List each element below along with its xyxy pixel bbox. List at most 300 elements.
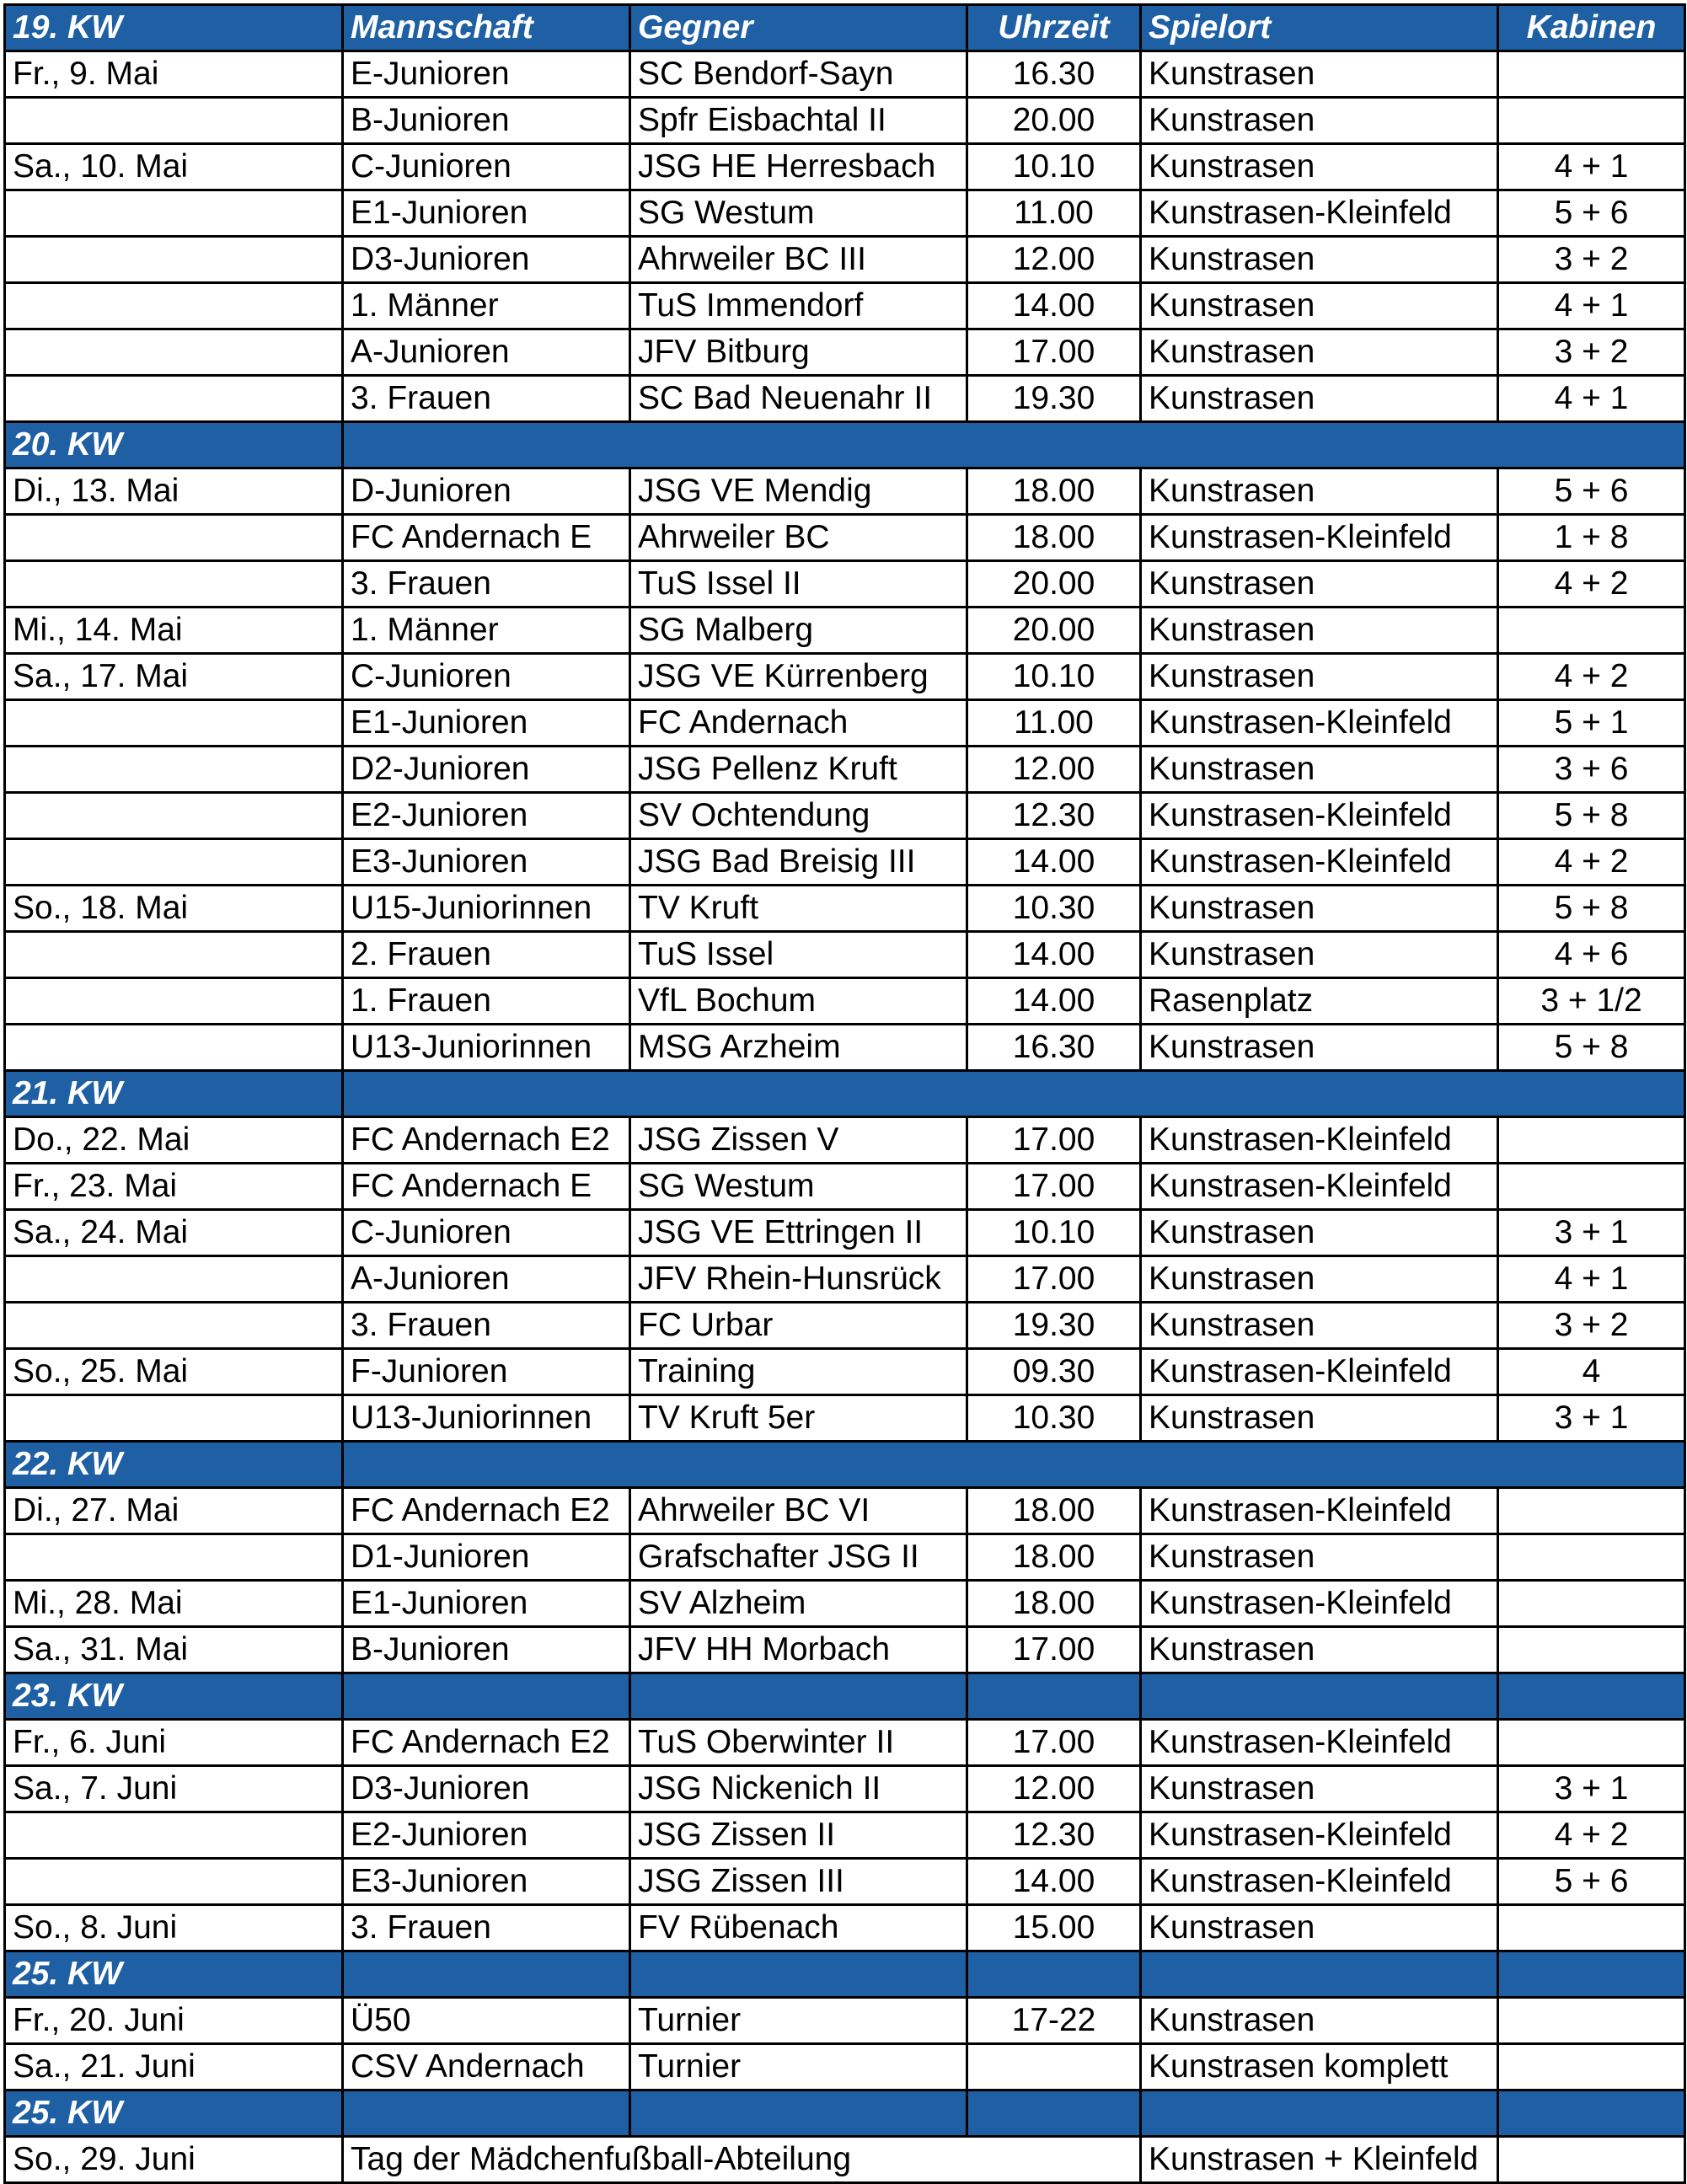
table-row	[5, 1766, 1685, 1812]
week-cell	[967, 1951, 1141, 1998]
cabins-cell: 4 + 1	[1498, 1256, 1685, 1303]
time-cell: 18.00	[967, 1488, 1141, 1534]
table-row	[5, 839, 1685, 886]
table-row	[5, 1581, 1685, 1627]
week-header-row	[5, 2090, 1685, 2137]
time-cell: 10.10	[967, 1210, 1141, 1256]
team-cell: 3. Frauen	[343, 376, 630, 422]
week-cell	[630, 2090, 967, 2137]
week-cell	[967, 2090, 1141, 2137]
time-cell: 18.00	[967, 515, 1141, 561]
team-cell: 3. Frauen	[343, 1905, 630, 1951]
time-cell: 18.00	[967, 1534, 1141, 1581]
table-row	[5, 1488, 1685, 1534]
venue-cell: Kunstrasen	[1141, 1303, 1498, 1349]
venue-cell: Kunstrasen	[1141, 886, 1498, 932]
opponent-cell: SG Westum	[630, 190, 967, 237]
time-cell: 19.30	[967, 1303, 1141, 1349]
cabins-cell	[1498, 98, 1685, 144]
team-cell: E2-Junioren	[343, 1812, 630, 1859]
team-cell: A-Junioren	[343, 329, 630, 376]
table-row	[5, 144, 1685, 190]
time-cell: 14.00	[967, 978, 1141, 1025]
opponent-cell: JSG VE Mendig	[630, 468, 967, 515]
team-cell: E-Junioren	[343, 51, 630, 98]
date-cell	[5, 283, 343, 329]
date-cell	[5, 932, 343, 978]
venue-cell: Kunstrasen-Kleinfeld	[1141, 700, 1498, 747]
date-cell	[5, 329, 343, 376]
cabins-cell: 3 + 2	[1498, 329, 1685, 376]
cabins-cell	[1498, 1581, 1685, 1627]
header-venue: Spielort	[1141, 5, 1498, 51]
table-row	[5, 1720, 1685, 1766]
time-cell: 14.00	[967, 839, 1141, 886]
cabins-cell: 5 + 8	[1498, 886, 1685, 932]
date-cell	[5, 1025, 343, 1071]
opponent-cell: TuS Immendorf	[630, 283, 967, 329]
team-cell: U13-Juniorinnen	[343, 1395, 630, 1442]
team-cell: C-Junioren	[343, 654, 630, 700]
team-cell: E3-Junioren	[343, 1859, 630, 1905]
date-cell	[5, 1812, 343, 1859]
opponent-cell: JSG VE Kürrenberg	[630, 654, 967, 700]
date-cell: So., 18. Mai	[5, 886, 343, 932]
venue-cell: Kunstrasen	[1141, 283, 1498, 329]
opponent-cell: FV Rübenach	[630, 1905, 967, 1951]
venue-cell: Kunstrasen	[1141, 468, 1498, 515]
opponent-cell: JSG VE Ettringen II	[630, 1210, 967, 1256]
venue-cell: Kunstrasen	[1141, 376, 1498, 422]
table-row	[5, 283, 1685, 329]
table-row	[5, 1117, 1685, 1164]
time-cell: 14.00	[967, 1859, 1141, 1905]
date-cell: Sa., 7. Juni	[5, 1766, 343, 1812]
cabins-cell: 5 + 8	[1498, 1025, 1685, 1071]
cabins-cell: 3 + 1	[1498, 1210, 1685, 1256]
date-cell: So., 8. Juni	[5, 1905, 343, 1951]
date-cell	[5, 190, 343, 237]
date-cell	[5, 1534, 343, 1581]
cabins-cell: 5 + 8	[1498, 793, 1685, 839]
cabins-cell: 4	[1498, 1349, 1685, 1395]
date-cell: Sa., 24. Mai	[5, 1210, 343, 1256]
time-cell: 17.00	[967, 1627, 1141, 1673]
week-header-row	[5, 1673, 1685, 1720]
cabins-cell: 3 + 6	[1498, 747, 1685, 793]
table-row	[5, 1998, 1685, 2044]
cabins-cell	[1498, 1164, 1685, 1210]
cabins-cell: 4 + 2	[1498, 1812, 1685, 1859]
date-cell	[5, 839, 343, 886]
time-cell: 10.30	[967, 1395, 1141, 1442]
venue-cell: Kunstrasen-Kleinfeld	[1141, 793, 1498, 839]
opponent-cell: Training	[630, 1349, 967, 1395]
venue-cell: Kunstrasen	[1141, 144, 1498, 190]
week-cell	[343, 2090, 630, 2137]
header-opponent: Gegner	[630, 5, 967, 51]
table-row	[5, 932, 1685, 978]
venue-cell: Kunstrasen	[1141, 747, 1498, 793]
time-cell: 16.30	[967, 1025, 1141, 1071]
week-cell	[1141, 2090, 1498, 2137]
team-cell: Ü50	[343, 1998, 630, 2044]
week-cell	[1141, 1673, 1498, 1720]
time-cell: 18.00	[967, 1581, 1141, 1627]
cabins-cell	[1498, 608, 1685, 654]
week-cell	[630, 1951, 967, 1998]
date-cell	[5, 376, 343, 422]
table-row	[5, 237, 1685, 283]
venue-cell: Kunstrasen-Kleinfeld	[1141, 1859, 1498, 1905]
week-cell	[343, 1071, 1685, 1117]
table-row	[5, 1812, 1685, 1859]
week-cell	[343, 1442, 1685, 1488]
venue-cell: Kunstrasen	[1141, 51, 1498, 98]
table-row	[5, 98, 1685, 144]
week-cell	[343, 1951, 630, 1998]
team-cell: FC Andernach E	[343, 1164, 630, 1210]
opponent-cell: JSG Bad Breisig III	[630, 839, 967, 886]
header-week: 19. KW	[5, 5, 343, 51]
opponent-cell: MSG Arzheim	[630, 1025, 967, 1071]
team-cell: 3. Frauen	[343, 561, 630, 608]
date-cell: Mi., 28. Mai	[5, 1581, 343, 1627]
venue-cell: Kunstrasen	[1141, 1256, 1498, 1303]
opponent-cell: JSG Pellenz Kruft	[630, 747, 967, 793]
team-cell: E2-Junioren	[343, 793, 630, 839]
time-cell: 12.30	[967, 793, 1141, 839]
table-row	[5, 793, 1685, 839]
opponent-cell: TV Kruft	[630, 886, 967, 932]
time-cell: 14.00	[967, 283, 1141, 329]
team-cell: B-Junioren	[343, 1627, 630, 1673]
cabins-cell: 1 + 8	[1498, 515, 1685, 561]
table-row	[5, 1025, 1685, 1071]
opponent-cell: TuS Issel II	[630, 561, 967, 608]
time-cell: 16.30	[967, 51, 1141, 98]
venue-cell: Kunstrasen	[1141, 98, 1498, 144]
opponent-cell: SV Alzheim	[630, 1581, 967, 1627]
date-cell: Mi., 14. Mai	[5, 608, 343, 654]
table-row	[5, 468, 1685, 515]
venue-cell: Kunstrasen-Kleinfeld	[1141, 1164, 1498, 1210]
table-row	[5, 1210, 1685, 1256]
opponent-cell: JSG Nickenich II	[630, 1766, 967, 1812]
time-cell: 12.00	[967, 1766, 1141, 1812]
table-row	[5, 1859, 1685, 1905]
date-cell: Sa., 31. Mai	[5, 1627, 343, 1673]
venue-cell: Kunstrasen-Kleinfeld	[1141, 1720, 1498, 1766]
date-cell: Fr., 20. Juni	[5, 1998, 343, 2044]
week-cell	[1498, 2090, 1685, 2137]
opponent-cell: VfL Bochum	[630, 978, 967, 1025]
date-cell: Fr., 6. Juni	[5, 1720, 343, 1766]
table-row	[5, 51, 1685, 98]
opponent-cell: SC Bad Neuenahr II	[630, 376, 967, 422]
venue-cell: Kunstrasen	[1141, 1998, 1498, 2044]
time-cell: 12.00	[967, 747, 1141, 793]
table-row	[5, 515, 1685, 561]
team-cell: D3-Junioren	[343, 1766, 630, 1812]
venue-cell: Kunstrasen-Kleinfeld	[1141, 190, 1498, 237]
team-cell: FC Andernach E2	[343, 1488, 630, 1534]
time-cell: 12.30	[967, 1812, 1141, 1859]
team-cell: CSV Andernach	[343, 2044, 630, 2090]
time-cell: 19.30	[967, 376, 1141, 422]
table-row	[5, 700, 1685, 747]
date-cell: Sa., 17. Mai	[5, 654, 343, 700]
week-cell	[1498, 1951, 1685, 1998]
week-label: 25. KW	[5, 1951, 343, 1998]
opponent-cell: JFV Rhein-Hunsrück	[630, 1256, 967, 1303]
date-cell	[5, 747, 343, 793]
table-row	[5, 1395, 1685, 1442]
cabins-cell	[1498, 1998, 1685, 2044]
opponent-cell: Turnier	[630, 1998, 967, 2044]
venue-cell: Kunstrasen komplett	[1141, 2044, 1498, 2090]
week-cell	[1498, 1673, 1685, 1720]
cabins-cell: 4 + 1	[1498, 283, 1685, 329]
cabins-cell: 3 + 1	[1498, 1766, 1685, 1812]
venue-cell: Kunstrasen-Kleinfeld	[1141, 1117, 1498, 1164]
date-cell	[5, 793, 343, 839]
venue-cell: Kunstrasen-Kleinfeld	[1141, 1488, 1498, 1534]
week-label: 22. KW	[5, 1442, 343, 1488]
cabins-cell: 4 + 2	[1498, 654, 1685, 700]
team-cell: 2. Frauen	[343, 932, 630, 978]
opponent-cell: JSG Zissen II	[630, 1812, 967, 1859]
date-cell: Fr., 23. Mai	[5, 1164, 343, 1210]
table-row	[5, 2137, 1685, 2183]
week-header-row	[5, 1951, 1685, 1998]
opponent-cell: Ahrweiler BC VI	[630, 1488, 967, 1534]
table-row	[5, 978, 1685, 1025]
table-row	[5, 329, 1685, 376]
time-cell: 15.00	[967, 1905, 1141, 1951]
team-cell: 3. Frauen	[343, 1303, 630, 1349]
cabins-cell: 5 + 6	[1498, 1859, 1685, 1905]
header-cabins: Kabinen	[1498, 5, 1685, 51]
team-cell: E1-Junioren	[343, 700, 630, 747]
cabins-cell: 3 + 1	[1498, 1395, 1685, 1442]
time-cell: 17.00	[967, 329, 1141, 376]
team-cell: E1-Junioren	[343, 190, 630, 237]
team-cell: F-Junioren	[343, 1349, 630, 1395]
week-header-row	[5, 422, 1685, 468]
date-cell: Di., 13. Mai	[5, 468, 343, 515]
date-cell	[5, 978, 343, 1025]
cabins-cell: 4 + 1	[1498, 376, 1685, 422]
venue-cell: Kunstrasen	[1141, 1905, 1498, 1951]
time-cell: 17.00	[967, 1256, 1141, 1303]
date-cell	[5, 1859, 343, 1905]
opponent-cell: SC Bendorf-Sayn	[630, 51, 967, 98]
cabins-cell: 5 + 6	[1498, 190, 1685, 237]
venue-cell: Kunstrasen-Kleinfeld	[1141, 1581, 1498, 1627]
cabins-cell: 4 + 2	[1498, 561, 1685, 608]
time-cell: 17.00	[967, 1117, 1141, 1164]
week-label: 20. KW	[5, 422, 343, 468]
table-row	[5, 886, 1685, 932]
date-cell	[5, 1395, 343, 1442]
table-row	[5, 747, 1685, 793]
date-cell: So., 25. Mai	[5, 1349, 343, 1395]
team-cell: 1. Frauen	[343, 978, 630, 1025]
week-header-row	[5, 1071, 1685, 1117]
team-cell: C-Junioren	[343, 1210, 630, 1256]
date-cell	[5, 98, 343, 144]
team-cell: D2-Junioren	[343, 747, 630, 793]
date-cell: So., 29. Juni	[5, 2137, 343, 2183]
table-row	[5, 1164, 1685, 1210]
venue-cell: Kunstrasen + Kleinfeld	[1141, 2137, 1498, 2183]
team-cell: C-Junioren	[343, 144, 630, 190]
event-cell: Tag der Mädchenfußball-Abteilung	[343, 2137, 1141, 2183]
date-cell	[5, 561, 343, 608]
venue-cell: Rasenplatz	[1141, 978, 1498, 1025]
cabins-cell: 4 + 2	[1498, 839, 1685, 886]
table-row	[5, 1905, 1685, 1951]
venue-cell: Kunstrasen-Kleinfeld	[1141, 1349, 1498, 1395]
time-cell: 20.00	[967, 561, 1141, 608]
team-cell: D1-Junioren	[343, 1534, 630, 1581]
cabins-cell	[1498, 51, 1685, 98]
table-row	[5, 1534, 1685, 1581]
week-label: 23. KW	[5, 1673, 343, 1720]
time-cell: 18.00	[967, 468, 1141, 515]
date-cell: Sa., 21. Juni	[5, 2044, 343, 2090]
team-cell: U13-Juniorinnen	[343, 1025, 630, 1071]
opponent-cell: SG Westum	[630, 1164, 967, 1210]
time-cell: 17.00	[967, 1164, 1141, 1210]
time-cell: 20.00	[967, 98, 1141, 144]
venue-cell: Kunstrasen-Kleinfeld	[1141, 1812, 1498, 1859]
opponent-cell: TV Kruft 5er	[630, 1395, 967, 1442]
venue-cell: Kunstrasen	[1141, 1395, 1498, 1442]
team-cell: B-Junioren	[343, 98, 630, 144]
cabins-cell	[1498, 1627, 1685, 1673]
venue-cell: Kunstrasen	[1141, 1025, 1498, 1071]
venue-cell: Kunstrasen	[1141, 1210, 1498, 1256]
opponent-cell: FC Andernach	[630, 700, 967, 747]
opponent-cell: SV Ochtendung	[630, 793, 967, 839]
date-cell	[5, 515, 343, 561]
cabins-cell	[1498, 1905, 1685, 1951]
cabins-cell: 3 + 2	[1498, 1303, 1685, 1349]
date-cell: Di., 27. Mai	[5, 1488, 343, 1534]
cabins-cell	[1498, 1720, 1685, 1766]
time-cell: 17.00	[967, 1720, 1141, 1766]
venue-cell: Kunstrasen	[1141, 1627, 1498, 1673]
cabins-cell: 3 + 2	[1498, 237, 1685, 283]
week-header-row	[5, 1442, 1685, 1488]
venue-cell: Kunstrasen	[1141, 1534, 1498, 1581]
opponent-cell: Ahrweiler BC III	[630, 237, 967, 283]
time-cell: 11.00	[967, 190, 1141, 237]
cabins-cell	[1498, 2137, 1685, 2183]
opponent-cell: FC Urbar	[630, 1303, 967, 1349]
header-row	[5, 5, 1685, 51]
opponent-cell: JFV Bitburg	[630, 329, 967, 376]
opponent-cell: Ahrweiler BC	[630, 515, 967, 561]
team-cell: A-Junioren	[343, 1256, 630, 1303]
cabins-cell	[1498, 1117, 1685, 1164]
cabins-cell: 3 + 1/2	[1498, 978, 1685, 1025]
cabins-cell	[1498, 2044, 1685, 2090]
date-cell: Fr., 9. Mai	[5, 51, 343, 98]
team-cell: 1. Männer	[343, 283, 630, 329]
time-cell: 11.00	[967, 700, 1141, 747]
venue-cell: Kunstrasen	[1141, 1766, 1498, 1812]
cabins-cell: 4 + 6	[1498, 932, 1685, 978]
table-row	[5, 1303, 1685, 1349]
date-cell: Do., 22. Mai	[5, 1117, 343, 1164]
opponent-cell: JSG Zissen V	[630, 1117, 967, 1164]
cabins-cell	[1498, 1488, 1685, 1534]
team-cell: U15-Juniorinnen	[343, 886, 630, 932]
team-cell: FC Andernach E2	[343, 1720, 630, 1766]
week-cell	[1141, 1951, 1498, 1998]
date-cell	[5, 700, 343, 747]
table-row	[5, 654, 1685, 700]
venue-cell: Kunstrasen	[1141, 329, 1498, 376]
table-row	[5, 608, 1685, 654]
team-cell: E1-Junioren	[343, 1581, 630, 1627]
time-cell: 20.00	[967, 608, 1141, 654]
venue-cell: Kunstrasen-Kleinfeld	[1141, 839, 1498, 886]
table-row	[5, 1256, 1685, 1303]
opponent-cell: TuS Issel	[630, 932, 967, 978]
time-cell: 12.00	[967, 237, 1141, 283]
team-cell: D-Junioren	[343, 468, 630, 515]
venue-cell: Kunstrasen	[1141, 237, 1498, 283]
cabins-cell: 5 + 6	[1498, 468, 1685, 515]
cabins-cell	[1498, 1534, 1685, 1581]
opponent-cell: TuS Oberwinter II	[630, 1720, 967, 1766]
team-cell: 1. Männer	[343, 608, 630, 654]
team-cell: FC Andernach E	[343, 515, 630, 561]
date-cell: Sa., 10. Mai	[5, 144, 343, 190]
venue-cell: Kunstrasen-Kleinfeld	[1141, 515, 1498, 561]
week-cell	[630, 1673, 967, 1720]
table-row	[5, 190, 1685, 237]
time-cell: 10.30	[967, 886, 1141, 932]
opponent-cell: SG Malberg	[630, 608, 967, 654]
opponent-cell: JSG HE Herresbach	[630, 144, 967, 190]
team-cell: E3-Junioren	[343, 839, 630, 886]
time-cell: 10.10	[967, 654, 1141, 700]
schedule-table	[3, 3, 1686, 2184]
team-cell: FC Andernach E2	[343, 1117, 630, 1164]
week-label: 25. KW	[5, 2090, 343, 2137]
table-row	[5, 561, 1685, 608]
header-time: Uhrzeit	[967, 5, 1141, 51]
cabins-cell: 5 + 1	[1498, 700, 1685, 747]
table-row	[5, 2044, 1685, 2090]
date-cell	[5, 237, 343, 283]
opponent-cell: JSG Zissen III	[630, 1859, 967, 1905]
week-cell	[343, 1673, 630, 1720]
team-cell: D3-Junioren	[343, 237, 630, 283]
table-row	[5, 1627, 1685, 1673]
table-row	[5, 376, 1685, 422]
time-cell	[967, 2044, 1141, 2090]
header-team: Mannschaft	[343, 5, 630, 51]
opponent-cell: Turnier	[630, 2044, 967, 2090]
opponent-cell: JFV HH Morbach	[630, 1627, 967, 1673]
date-cell	[5, 1256, 343, 1303]
